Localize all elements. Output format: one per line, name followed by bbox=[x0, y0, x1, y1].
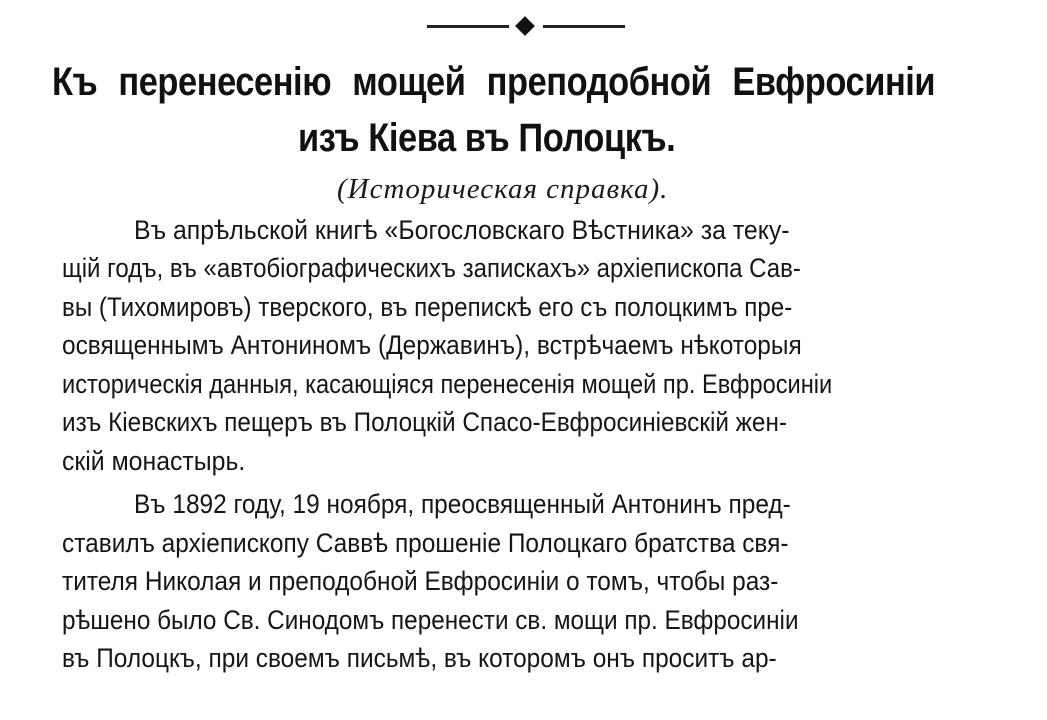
text-line: Въ 1892 году, 19 ноября, преосвященный Антонинъ пред- bbox=[134, 489, 791, 519]
text-line: щій годъ, въ «автобіографическихъ запискахъ» архіепископа Сав- bbox=[62, 253, 801, 283]
text-line: изъ Кіевскихъ пещеръ въ Полоцкій Спасо-Евфросиніевскій жен- bbox=[62, 407, 787, 437]
rule-line-left bbox=[427, 25, 509, 28]
text-line: Въ апрѣльской книгѣ «Богословскаго Вѣстника» за теку- bbox=[134, 215, 790, 245]
text-line: историческія данныя, касающіяся перенесенія мощей пр. Евфросиніи bbox=[62, 369, 833, 399]
article-title-line-2: изъ Кіева въ Полоцкъ. bbox=[298, 116, 676, 160]
diamond-ornament-icon bbox=[515, 16, 535, 36]
text-line: скій монастырь. bbox=[62, 446, 246, 476]
text-line: рѣшено было Св. Синодомъ перенести св. мощи пр. Евфросиніи bbox=[62, 605, 799, 635]
decorative-rule bbox=[427, 17, 625, 35]
text-line: ставилъ архіепископу Саввѣ прошеніе Полоцкаго братства свя- bbox=[62, 528, 789, 558]
text-line: вы (Тихомировъ) тверского, въ перепискѣ его съ полоцкимъ пре- bbox=[62, 292, 793, 322]
text-line: въ Полоцкъ, при своемъ письмѣ, въ которомъ онъ проситъ ар- bbox=[62, 643, 777, 673]
article-subtitle: (Историческая справка). bbox=[337, 173, 669, 205]
rule-line-right bbox=[543, 25, 625, 28]
article-title-line-1: Къ перенесенію мощей преподобной Евфросиніи bbox=[52, 60, 936, 104]
text-line: тителя Николая и преподобной Евфросиніи о томъ, чтобы раз- bbox=[62, 566, 779, 596]
text-line: освященнымъ Антониномъ (Державинъ), встрѣчаемъ нѣкоторыя bbox=[62, 330, 802, 360]
